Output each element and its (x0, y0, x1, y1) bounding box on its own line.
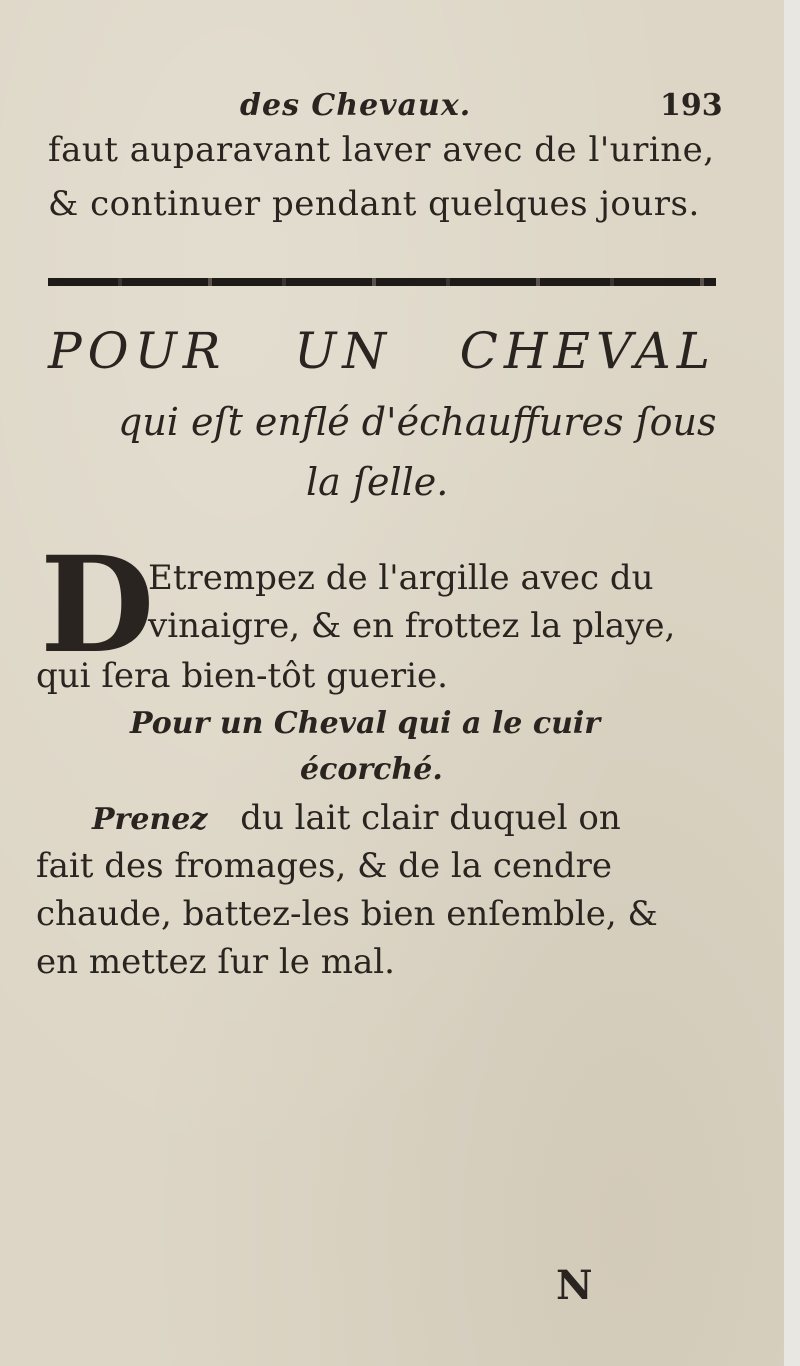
text-line: chaude, battez-les bien enſemble, & (36, 894, 658, 934)
title-word: UN (294, 322, 392, 380)
signature-mark: N (556, 1262, 593, 1309)
text-line: faut auparavant laver avec de l'urine, (48, 130, 715, 170)
page-number: 193 (660, 88, 723, 123)
text-line (92, 798, 621, 838)
text-line: vinaigre, & en frottez la playe, (148, 606, 676, 646)
text-line: en mettez ſur le mal. (36, 942, 395, 982)
recipe-title: écorché. (300, 752, 443, 787)
recipe-title: Pour un Cheval qui a le cuir (130, 706, 601, 741)
section-subtitle: qui eſt enflé d'échauffures ſous (118, 400, 717, 444)
running-head: des Chevaux. (240, 88, 472, 123)
text-line: & continuer pendant quelques jours. (48, 184, 700, 224)
text-line: qui ſera bien-tôt guerie. (36, 656, 448, 696)
first-word: Prenez (92, 802, 208, 837)
text-line: Etrempez de l'argille avec du (148, 558, 654, 598)
ornamental-rule (48, 278, 716, 286)
page-edge (784, 0, 800, 1366)
title-word: POUR (48, 322, 227, 380)
line-rest: du lait clair duquel on (240, 798, 621, 838)
section-title (48, 322, 716, 380)
text-line: fait des fromages, & de la cendre (36, 846, 613, 886)
drop-cap: D (40, 528, 155, 683)
section-subtitle: la ſelle. (306, 460, 449, 504)
title-word: CHEVAL (459, 322, 716, 380)
